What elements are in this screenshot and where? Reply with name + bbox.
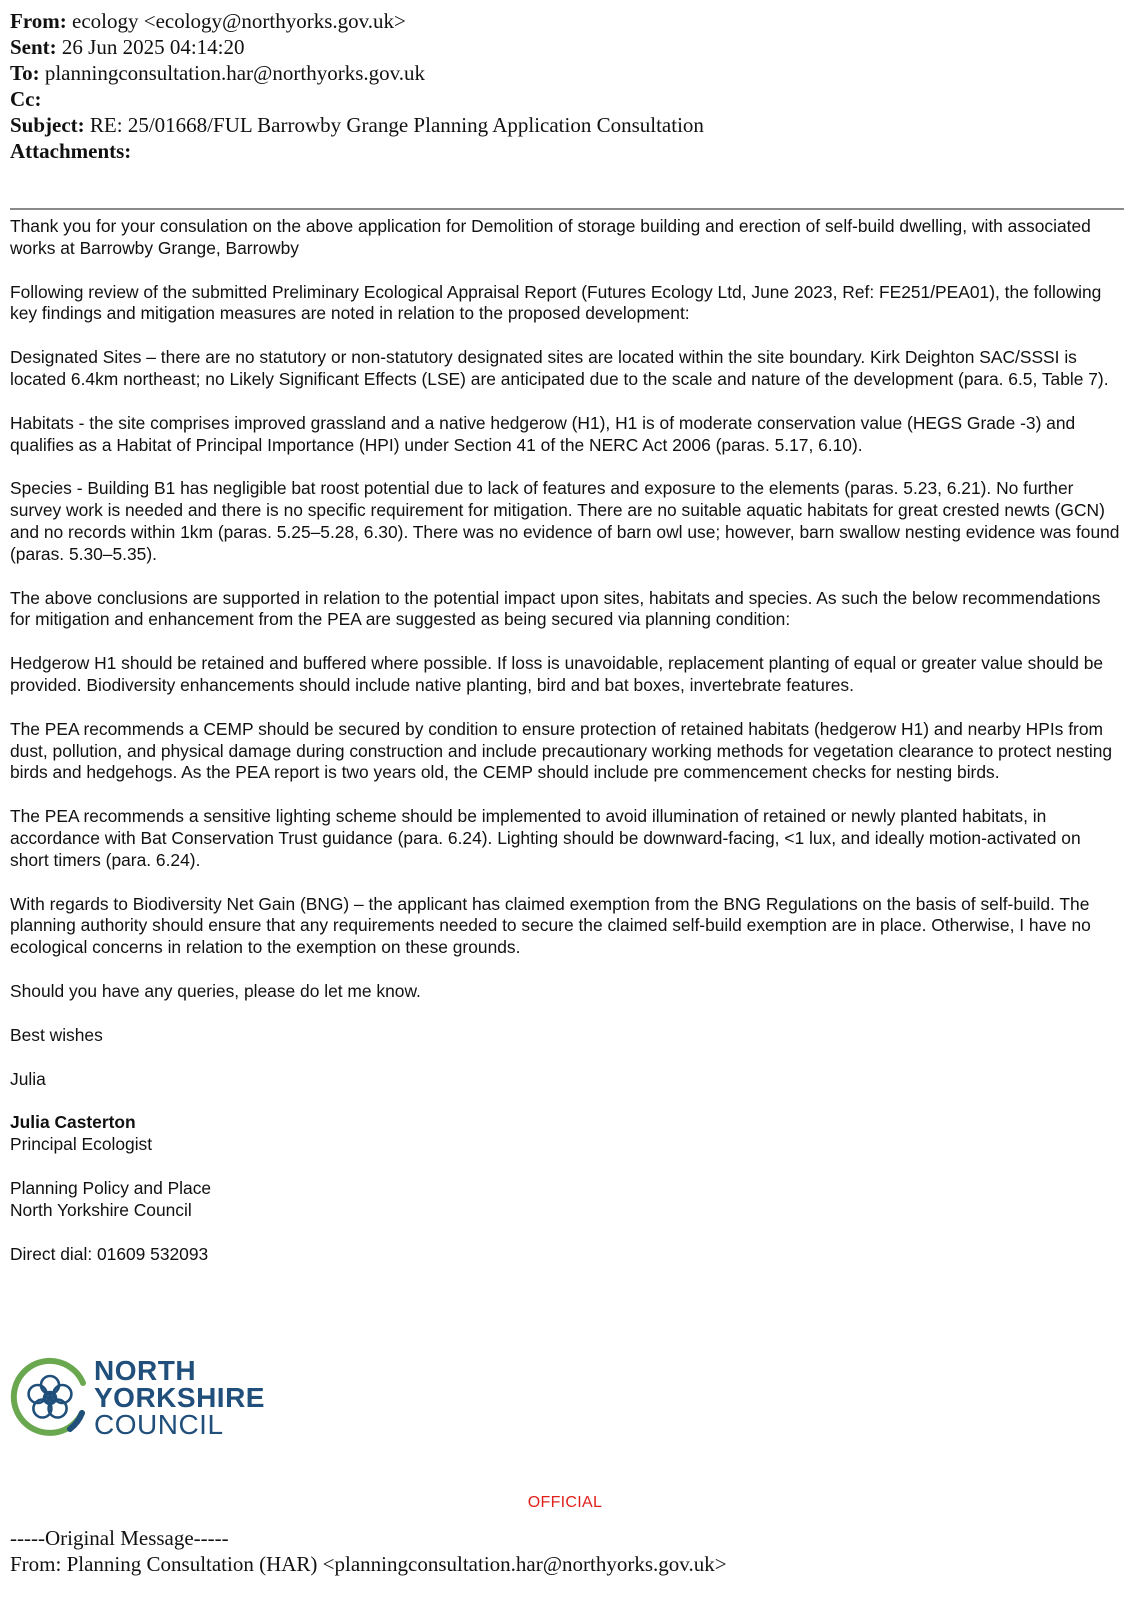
body-paragraph: Habitats - the site comprises improved grassland and a native hedgerow (H1), H1 is of moderate conservation value (HEGS Grade -3) and qualifies as a Habitat of Principal Importance (HPI) under Section 41 of the NERC Act 2006 (paras. 5.17, 6.10). (10, 412, 1076, 455)
attachments-row (10, 138, 704, 164)
rose-centre-dot (48, 1396, 52, 1400)
sent-row (10, 34, 704, 60)
logo-line-yorkshire: YORKSHIRE (94, 1382, 265, 1413)
to-value: planningconsultation.har@northyorks.gov.uk (44, 61, 426, 85)
email-header (10, 8, 704, 164)
original-message-from: From: Planning Consultation (HAR) <planningconsultation.har@northyorks.gov.uk> (10, 1552, 727, 1576)
to-row (10, 60, 704, 86)
closing-query: Should you have any queries, please do let me know. (10, 980, 421, 1001)
logo-wordmark (94, 1357, 265, 1438)
header-divider (10, 208, 1124, 210)
logo-accent-arc (70, 1413, 82, 1429)
body-paragraph: Hedgerow H1 should be retained and buffered where possible. If loss is unavoidable, replacement planting of equal or greater value should be provided. Biodiversity enhancements should include native planting, bird and bat boxes, invertebrate features. (10, 653, 1104, 695)
rose-emblem-icon (10, 1355, 90, 1441)
signature-first-name: Julia (10, 1068, 46, 1089)
from-value: ecology <ecology@northyorks.gov.uk> (72, 9, 406, 33)
logo-line-council: COUNCIL (94, 1409, 224, 1440)
from-label: From: (10, 9, 67, 33)
body-paragraph: Thank you for your consulation on the above application for Demolition of storage building and erection of self-build dwelling, with associated works at Barrowby Grange, Barrowby (10, 216, 1091, 258)
cc-label: Cc: (10, 87, 42, 111)
attachments-label: Attachments: (10, 139, 132, 163)
body-paragraph: The above conclusions are supported in relation to the potential impact upon sites, habitats and species. As such the below recommendations for mitigation and enhancement from the PEA are suggested as being secured via planning condition: (10, 587, 1101, 630)
to-label: To: (10, 61, 40, 85)
email-body (10, 216, 1120, 1287)
signature-department: Planning Policy and Place (10, 1177, 212, 1198)
sent-value: 26 Jun 2025 04:14:20 (61, 35, 245, 59)
signature-organisation-block (10, 1178, 1120, 1222)
body-paragraph: The PEA recommends a CEMP should be secured by condition to ensure protection of retained habitats (hedgerow H1) and nearby HPIs from dust, pollution, and physical damage during construction and include precautionary working methods for vegetation clearance to protect nesting birds and hedgehogs. As the PEA report is two years old, the CEMP should include pre commencement checks for nesting birds. (10, 718, 1113, 783)
subject-label: Subject: (10, 113, 85, 137)
cc-row (10, 86, 704, 112)
from-row (10, 8, 704, 34)
logo-line-north: NORTH (94, 1355, 197, 1386)
council-logo (10, 1355, 265, 1443)
sign-off: Best wishes (10, 1024, 103, 1045)
original-message (10, 1525, 727, 1577)
subject-value: RE: 25/01668/FUL Barrowby Grange Planning Application Consultation (89, 113, 704, 137)
body-paragraph: With regards to Biodiversity Net Gain (BNG) – the applicant has claimed exemption from the BNG Regulations on the basis of self-build. The planning authority should ensure that any requirements needed to secure the claimed self-build exemption are in place. Otherwise, I have no ecological concerns in relation to the exemption on these grounds. (10, 893, 1091, 958)
signature-block (10, 1112, 1120, 1156)
signature-title: Principal Ecologist (10, 1134, 153, 1155)
signature-name: Julia Casterton (10, 1112, 136, 1133)
rose-petals (29, 1376, 72, 1418)
signature-direct-dial: Direct dial: 01609 532093 (10, 1243, 209, 1264)
sent-label: Sent: (10, 35, 57, 59)
body-paragraph: Species - Building B1 has negligible bat roost potential due to lack of features and exposure to the elements (paras. 5.23, 6.21). No further survey work is needed and there is no specific requirement for mitigation. There are no suitable aquatic habitats for great crested newts (GCN) and no records within 1km (paras. 5.25–5.28, 6.30). There was no evidence of barn owl use; however, barn swallow nesting evidence was found (paras. 5.30–5.35). (10, 478, 1120, 564)
body-paragraph: Following review of the submitted Preliminary Ecological Appraisal Report (Futures Ecology Ltd, June 2023, Ref: FE251/PEA01), the following key findings and mitigation measures are noted in relation to the proposed development: (10, 281, 1102, 324)
signature-organisation: North Yorkshire Council (10, 1199, 192, 1220)
classification-label: OFFICIAL (527, 1494, 603, 1511)
body-paragraph: The PEA recommends a sensitive lighting scheme should be implemented to avoid illumination of retained or newly planted habitats, in accordance with Bat Conservation Trust guidance (para. 6.24). Lighting should be downward-facing, <1 lux, and ideally motion-activated on short timers (para. 6.24). (10, 806, 1081, 870)
subject-row (10, 112, 704, 138)
body-paragraph: Designated Sites – there are no statutory or non-statutory designated sites are located within the site boundary. Kirk Deighton SAC/SSSI is located 6.4km northeast; no Likely Significant Effects (LSE) are anticipated due to the scale and nature of the development (para. 6.5, Table 7). (10, 347, 1109, 389)
original-message-separator: -----Original Message----- (10, 1526, 229, 1550)
